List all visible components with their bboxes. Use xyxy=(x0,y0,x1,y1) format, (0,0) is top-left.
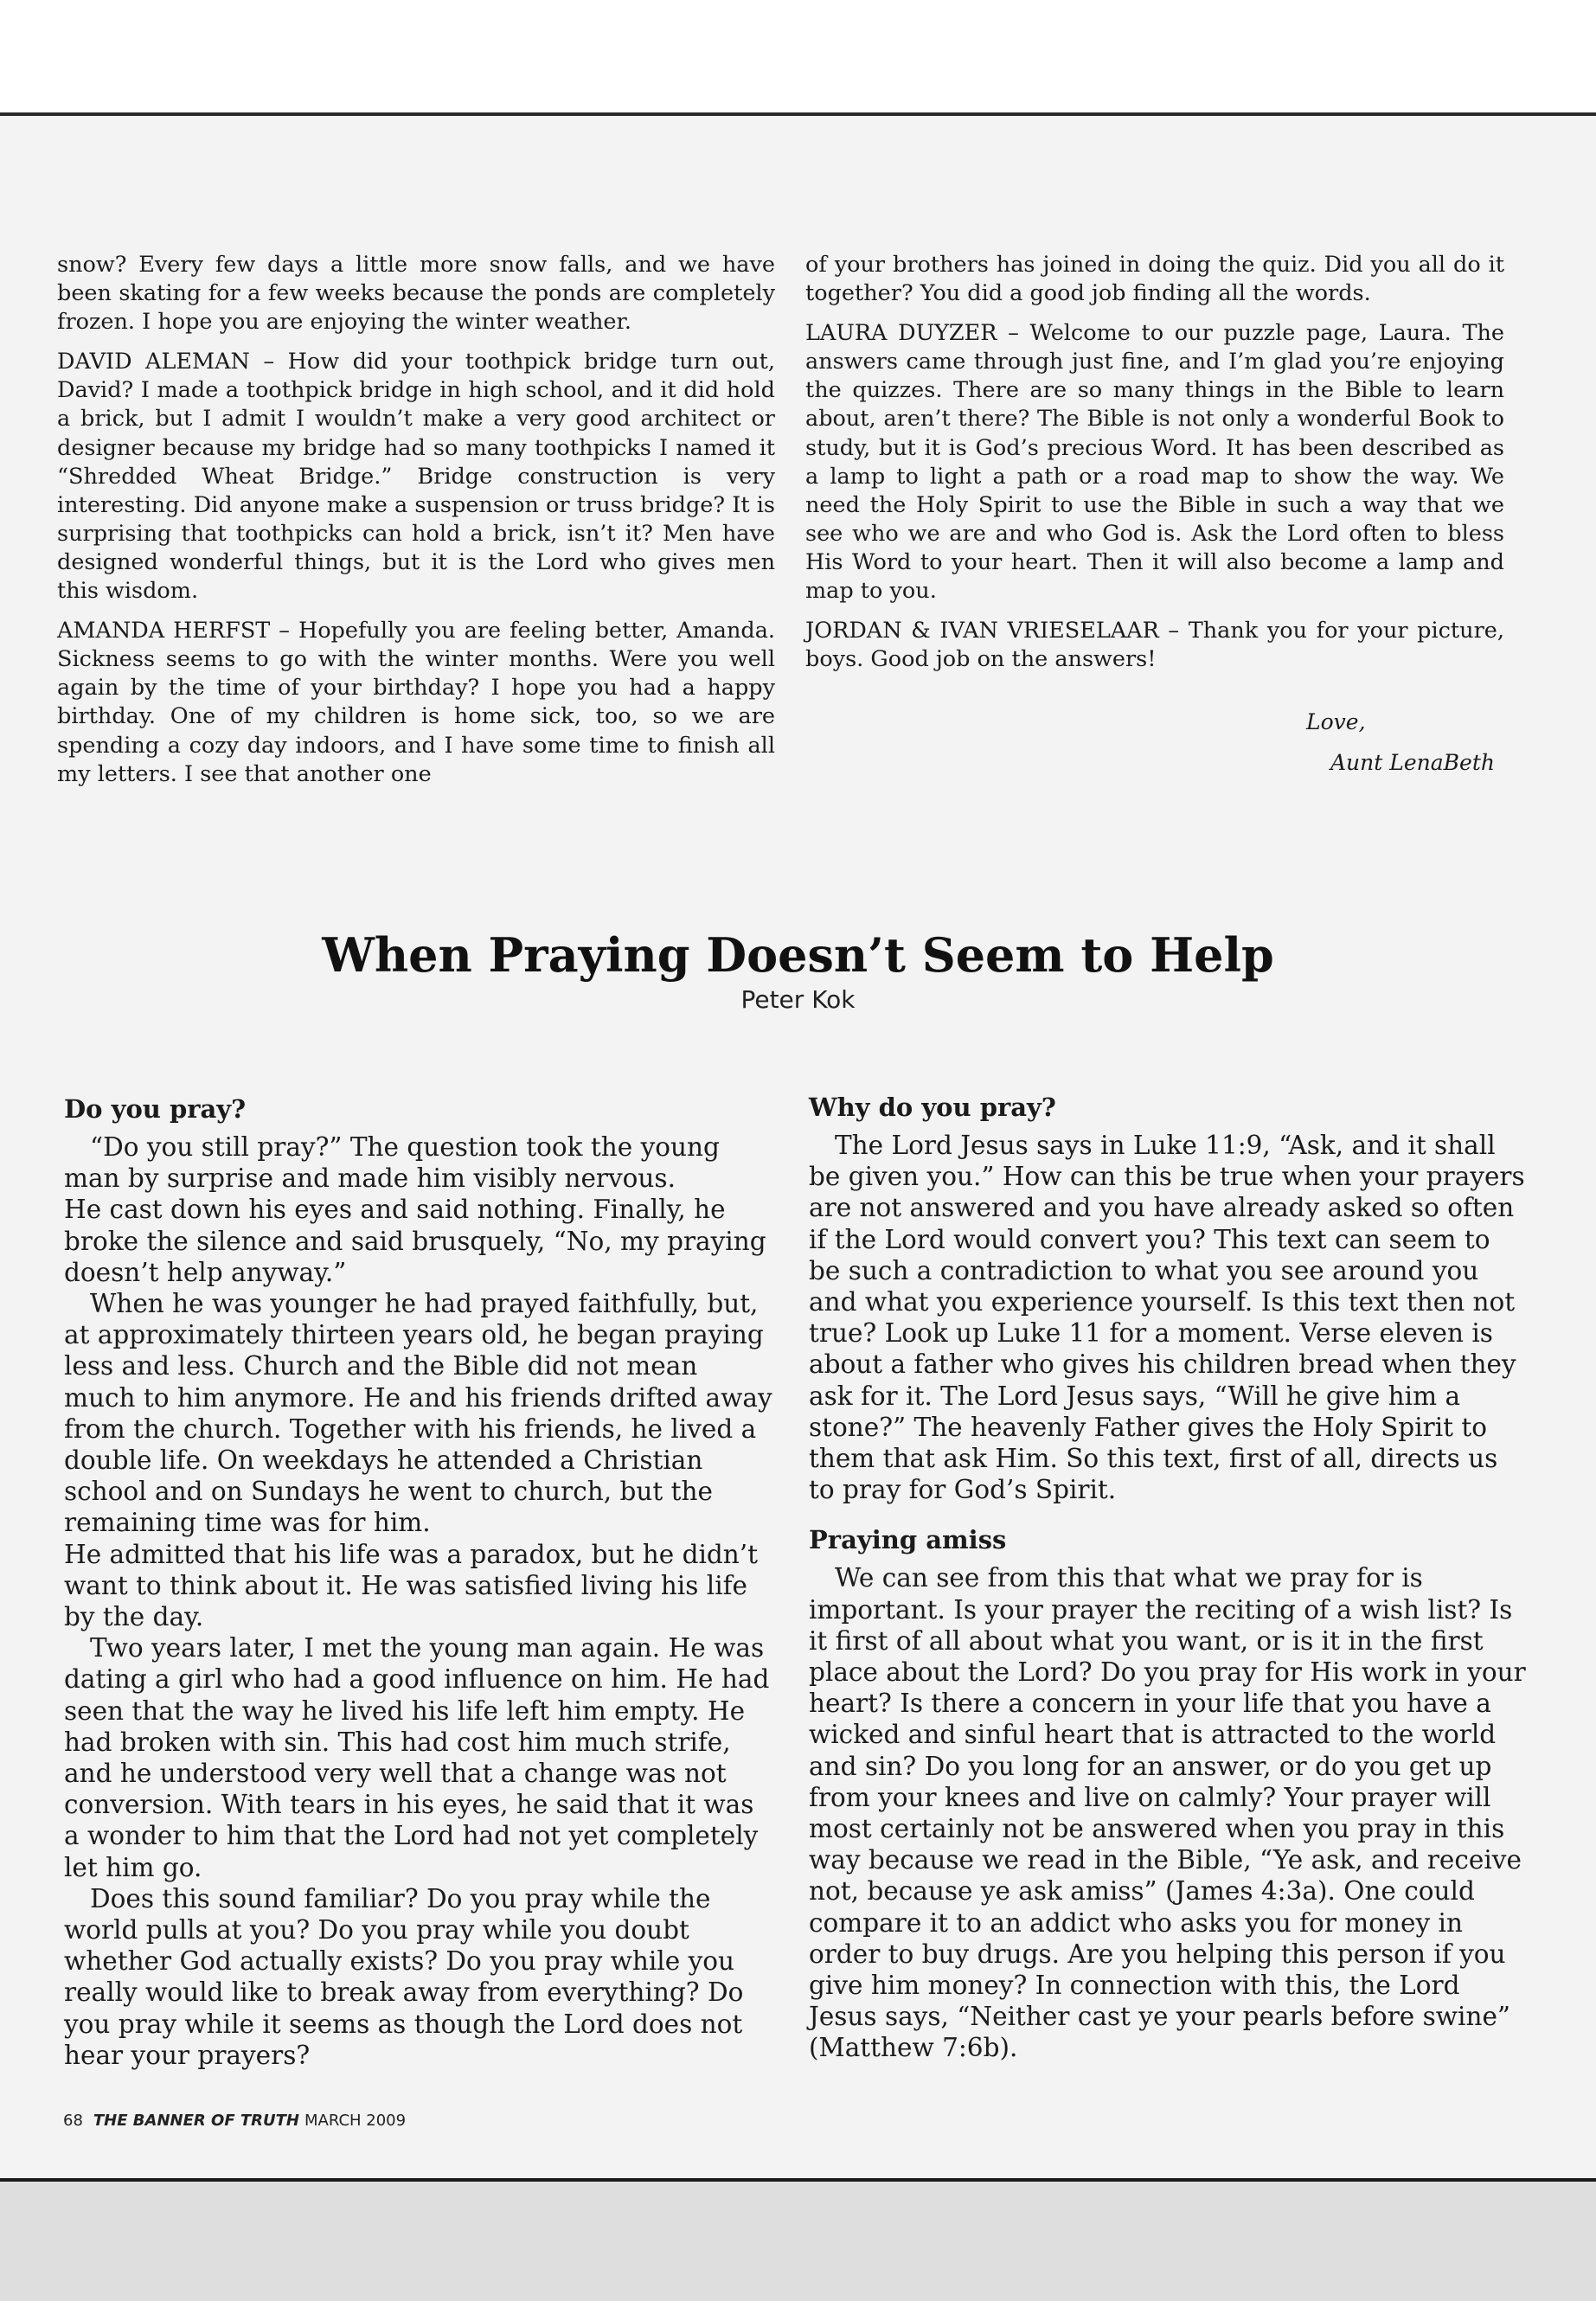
page-number: 68 xyxy=(63,2112,83,2130)
article-paragraph: Two years later, I met the young man again. He was dating a girl who had a good influence on him. He had seen that the way he lived his life left him empty. He had broken with sin. This had cost him much strife, and he understood very well that a change was not conversion. With tears in his eyes, he said that it was a wonder to him that the Lord had not yet completely let him go. xyxy=(64,1633,770,1882)
letter-laura-duyzer: LAURA DUYZER – Welcome to our puzzle page, Laura. The answers came through just fine, and I’m glad you’re enjoying the quizzes. There are so many things in the Bible to learn about, aren’t there? The Bible is not only a wonderful Book to study, but it is God’s precious Word. It has been described as a lamp to light a path or a road map to show the way. We need the Holy Spirit to use the Bible in such a way that we see who we are and who God is. Ask the Lord often to bless His Word to your heart. Then it will also become a lamp and map to you. xyxy=(805,320,1504,605)
article-paragraph: When he was younger he had prayed faithfully, but, at approximately thirteen years old, he began praying less and less. Church and the Bible did not mean much to him anymore. He and his friends drifted away from the church. Together with his friends, he lived a double life. On weekdays he attended a Christian school and on Sundays he went to church, but the remaining time was for him. xyxy=(64,1289,772,1538)
article-paragraph: We can see from this that what we pray for is important. Is your prayer the reciting of a wish list? Is it first of all about what you want, or is it in the first place about the Lord? Do you pray for His work in your heart? Is there a concern in your life that you have a wicked and sinful heart that is attracted to the world and sin? Do you long for an answer, or do you get up from your knees and live on calmly? Your prayer will most certainly not be answered when you pray in this way because we read in the Bible, “Ye ask, and receive not, because ye ask amiss” (James 4:3a). One could compare it to an addict who asks you for money in order to buy drugs. Are you helping this person if you give him money? In connection with this, the Lord Jesus says, “Neither cast ye your pearls before swine” (Matthew 7:6b). xyxy=(809,1563,1526,2063)
article-paragraph: He admitted that his life was a paradox, but he didn’t want to think about it. He was satisfied living his life by the day. xyxy=(64,1539,759,1632)
article-paragraph: He cast down his eyes and said nothing. Finally, he broke the silence and said brusquely, “No, my praying doesn’t help anyway.” xyxy=(64,1195,766,1287)
letter-amanda-herfst: AMANDA HERFST – Hopefully you are feeling better, Amanda. Sickness seems to go with the winter months. Were you well again by the time of your birthday? I hope you had a happy birthday. One of my children is home sick, too, so we are spending a cozy day indoors, and I have some time to finish all my letters. I see that another one xyxy=(57,618,775,787)
article-left-column xyxy=(64,1093,775,2071)
letters-signature: Aunt LenaBeth xyxy=(1330,750,1495,775)
letter-paragraph: snow? Every few days a little more snow falls, and we have been skating for a few weeks because the ponds are completely frozen. I hope you are enjoying the winter weather. xyxy=(57,252,775,336)
letters-closing: Love, xyxy=(1306,709,1366,734)
issue-date: MARCH 2009 xyxy=(304,2112,407,2130)
letter-vrieselaar: JORDAN & IVAN VRIESELAAR – Thank you for your picture, boys. Good job on the answers! xyxy=(805,618,1504,673)
publication-name: THE BANNER OF TRUTH xyxy=(93,2112,299,2130)
letters-left-column xyxy=(57,251,775,789)
article-title: When Praying Doesn’t Seem to Help xyxy=(322,927,1274,983)
article-paragraph: “Do you still pray?” The question took the young man by surprise and made him visibly nervous. xyxy=(64,1132,720,1194)
letters-right-column xyxy=(805,251,1504,674)
page-footer xyxy=(63,2111,406,2131)
section-heading-do-you-pray: Do you pray? xyxy=(64,1094,247,1124)
scan-top-margin xyxy=(0,0,1596,114)
letter-paragraph: of your brothers has joined in doing the quiz. Did you all do it together? You did a good job finding all the words. xyxy=(805,252,1504,307)
section-heading-why-do-you-pray: Why do you pray? xyxy=(809,1093,1056,1122)
article-paragraph: The Lord Jesus says in Luke 11:9, “Ask, and it shall be given you.” How can this be true when your prayers are not answered and you have already asked so often if the Lord would convert you? This text can seem to be such a contradiction to what you see around you and what you experience yourself. Is this text then not true? Look up Luke 11 for a moment. Verse eleven is about a father who gives his children bread when they ask for it. The Lord Jesus says, “Will he give him a stone?” The heavenly Father gives the Holy Spirit to them that ask Him. So this text, first of all, directs us to pray for God’s Spirit. xyxy=(809,1131,1525,1505)
letter-david-aleman: DAVID ALEMAN – How did your toothpick bridge turn out, David? I made a toothpick bridge in high school, and it did hold a brick, but I admit I wouldn’t make a very good architect or designer because my bridge had so many toothpicks I named it “Shredded Wheat Bridge.” Bridge construction is very interesting. Did anyone make a suspension or truss bridge? It is surprising that toothpicks can hold a brick, isn’t it? Men have designed wonderful things, but it is the Lord who gives men this wisdom. xyxy=(57,349,775,605)
scan-bottom-margin xyxy=(0,2182,1596,2301)
article-paragraph: Does this sound familiar? Do you pray while the world pulls at you? Do you pray while you doubt whether God actually exists? Do you pray while you really would like to break away from everything? Do you pray while it seems as though the Lord does not hear your prayers? xyxy=(64,1883,744,2070)
article-author: Peter Kok xyxy=(740,985,856,1014)
section-heading-praying-amiss: Praying amiss xyxy=(809,1525,1007,1555)
article-right-column xyxy=(809,1092,1527,2064)
